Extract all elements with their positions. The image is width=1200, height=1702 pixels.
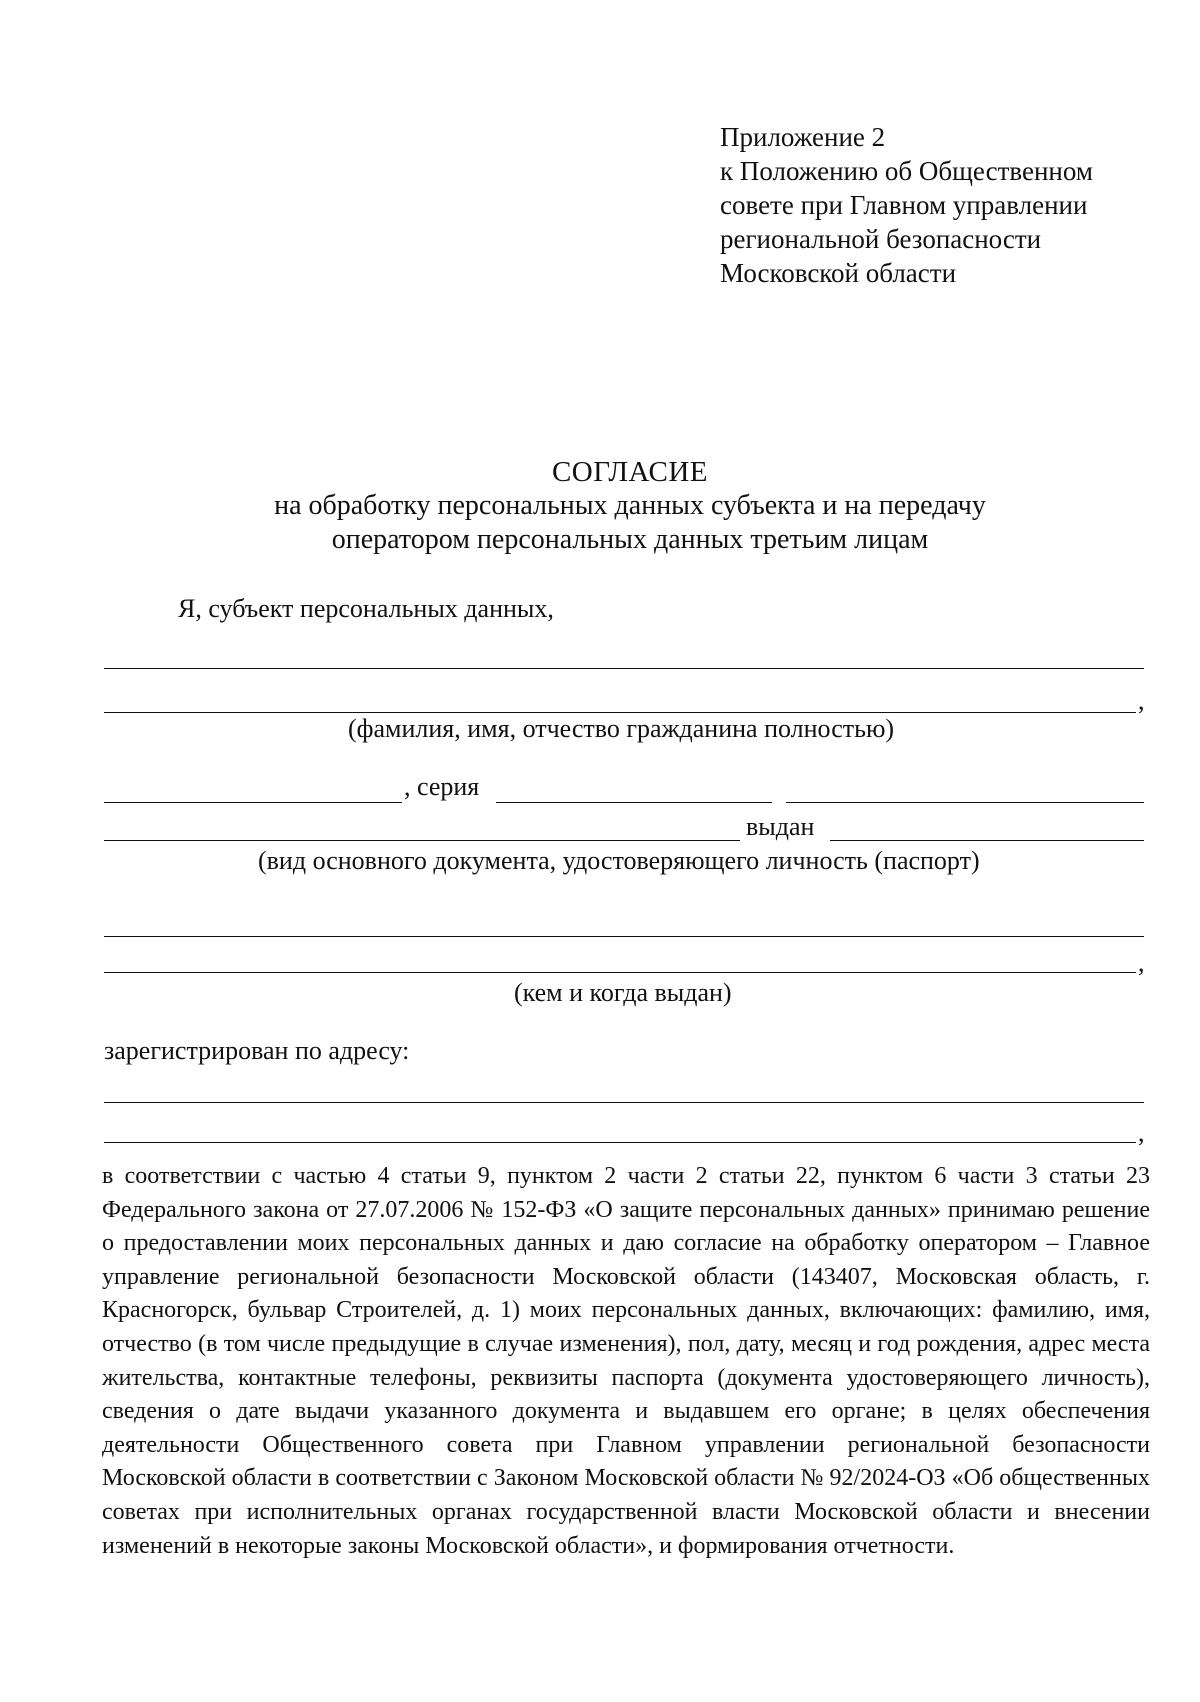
number-line[interactable] — [786, 802, 1144, 803]
issued-label: выдан — [746, 812, 815, 841]
issued-by-caption: (кем и когда выдан) — [514, 978, 732, 1007]
issued-by-line-2[interactable] — [104, 972, 1136, 973]
doc-caption: (вид основного документа, удостоверяющего личность (паспорт) — [258, 846, 980, 875]
appendix-line: Московской области — [720, 258, 957, 288]
title-sub-line-2: оператором персональных данных третьим лицам — [331, 524, 929, 555]
fio-line-1[interactable] — [104, 668, 1144, 669]
issued-date-line[interactable] — [830, 840, 1144, 841]
document-title — [0, 455, 1200, 557]
issued-by-comma: , — [1138, 948, 1145, 977]
consent-body-text: в соответствии с частью 4 статьи 9, пунктом 2 части 2 статьи 22, пунктом 6 части 3 статьи 23 Федерального закона от 27.07.2006 № 152-ФЗ «О защите персональных данных» принимаю решение о предоставлении моих персональных данных и даю согласие на обработку оператором – Главное управление региональной безопасности Московской области (143407, Московская область, г. Красногорск, бульвар Строителей, д. 1) моих персональных данных, включающих: фамилию, имя, отчество (в том числе предыдущие в случае изменения), пол, дату, месяц и год рождения, адрес места жительства, контактные телефоны, реквизиты паспорта (документа удостоверяющего личность), сведения о дате выдачи указанного документа и выдавшем его органе; в целях обеспечения деятельности Общественного совета при Главном управлении региональной безопасности Московской области в соответствии с Законом Московской области № 92/2024-ОЗ «Об общественных советах при исполнительных органах государственной власти Московской области и внесении изменений в некоторые законы Московской области», и формирования отчетности. — [102, 1163, 1150, 1559]
subject-intro: Я, субъект персональных данных, — [178, 594, 554, 623]
series-label: , серия — [404, 772, 480, 801]
appendix-line: к Положению об Общественном — [720, 156, 1093, 186]
series-line[interactable] — [496, 802, 772, 803]
address-label: зарегистрирован по адресу: — [104, 1036, 410, 1065]
issued-by-line-1[interactable] — [104, 936, 1144, 937]
doc-type-line[interactable] — [104, 802, 402, 803]
address-line-2[interactable] — [104, 1142, 1136, 1143]
address-comma: , — [1138, 1118, 1145, 1147]
appendix-block — [720, 120, 1160, 290]
address-line-1[interactable] — [104, 1102, 1144, 1103]
fio-comma: , — [1138, 686, 1145, 715]
appendix-line: Приложение 2 — [720, 122, 886, 152]
appendix-line: совете при Главном управлении — [720, 190, 1088, 220]
doc-type-line-2[interactable] — [104, 840, 740, 841]
title-sub-line-1: на обработку персональных данных субъекта и на передачу — [274, 490, 986, 521]
fio-caption: (фамилия, имя, отчество гражданина полностью) — [348, 714, 895, 743]
appendix-line: региональной безопасности — [720, 224, 1042, 254]
fio-line-2[interactable] — [104, 712, 1136, 713]
title-main: СОГЛАСИЕ — [551, 456, 709, 488]
